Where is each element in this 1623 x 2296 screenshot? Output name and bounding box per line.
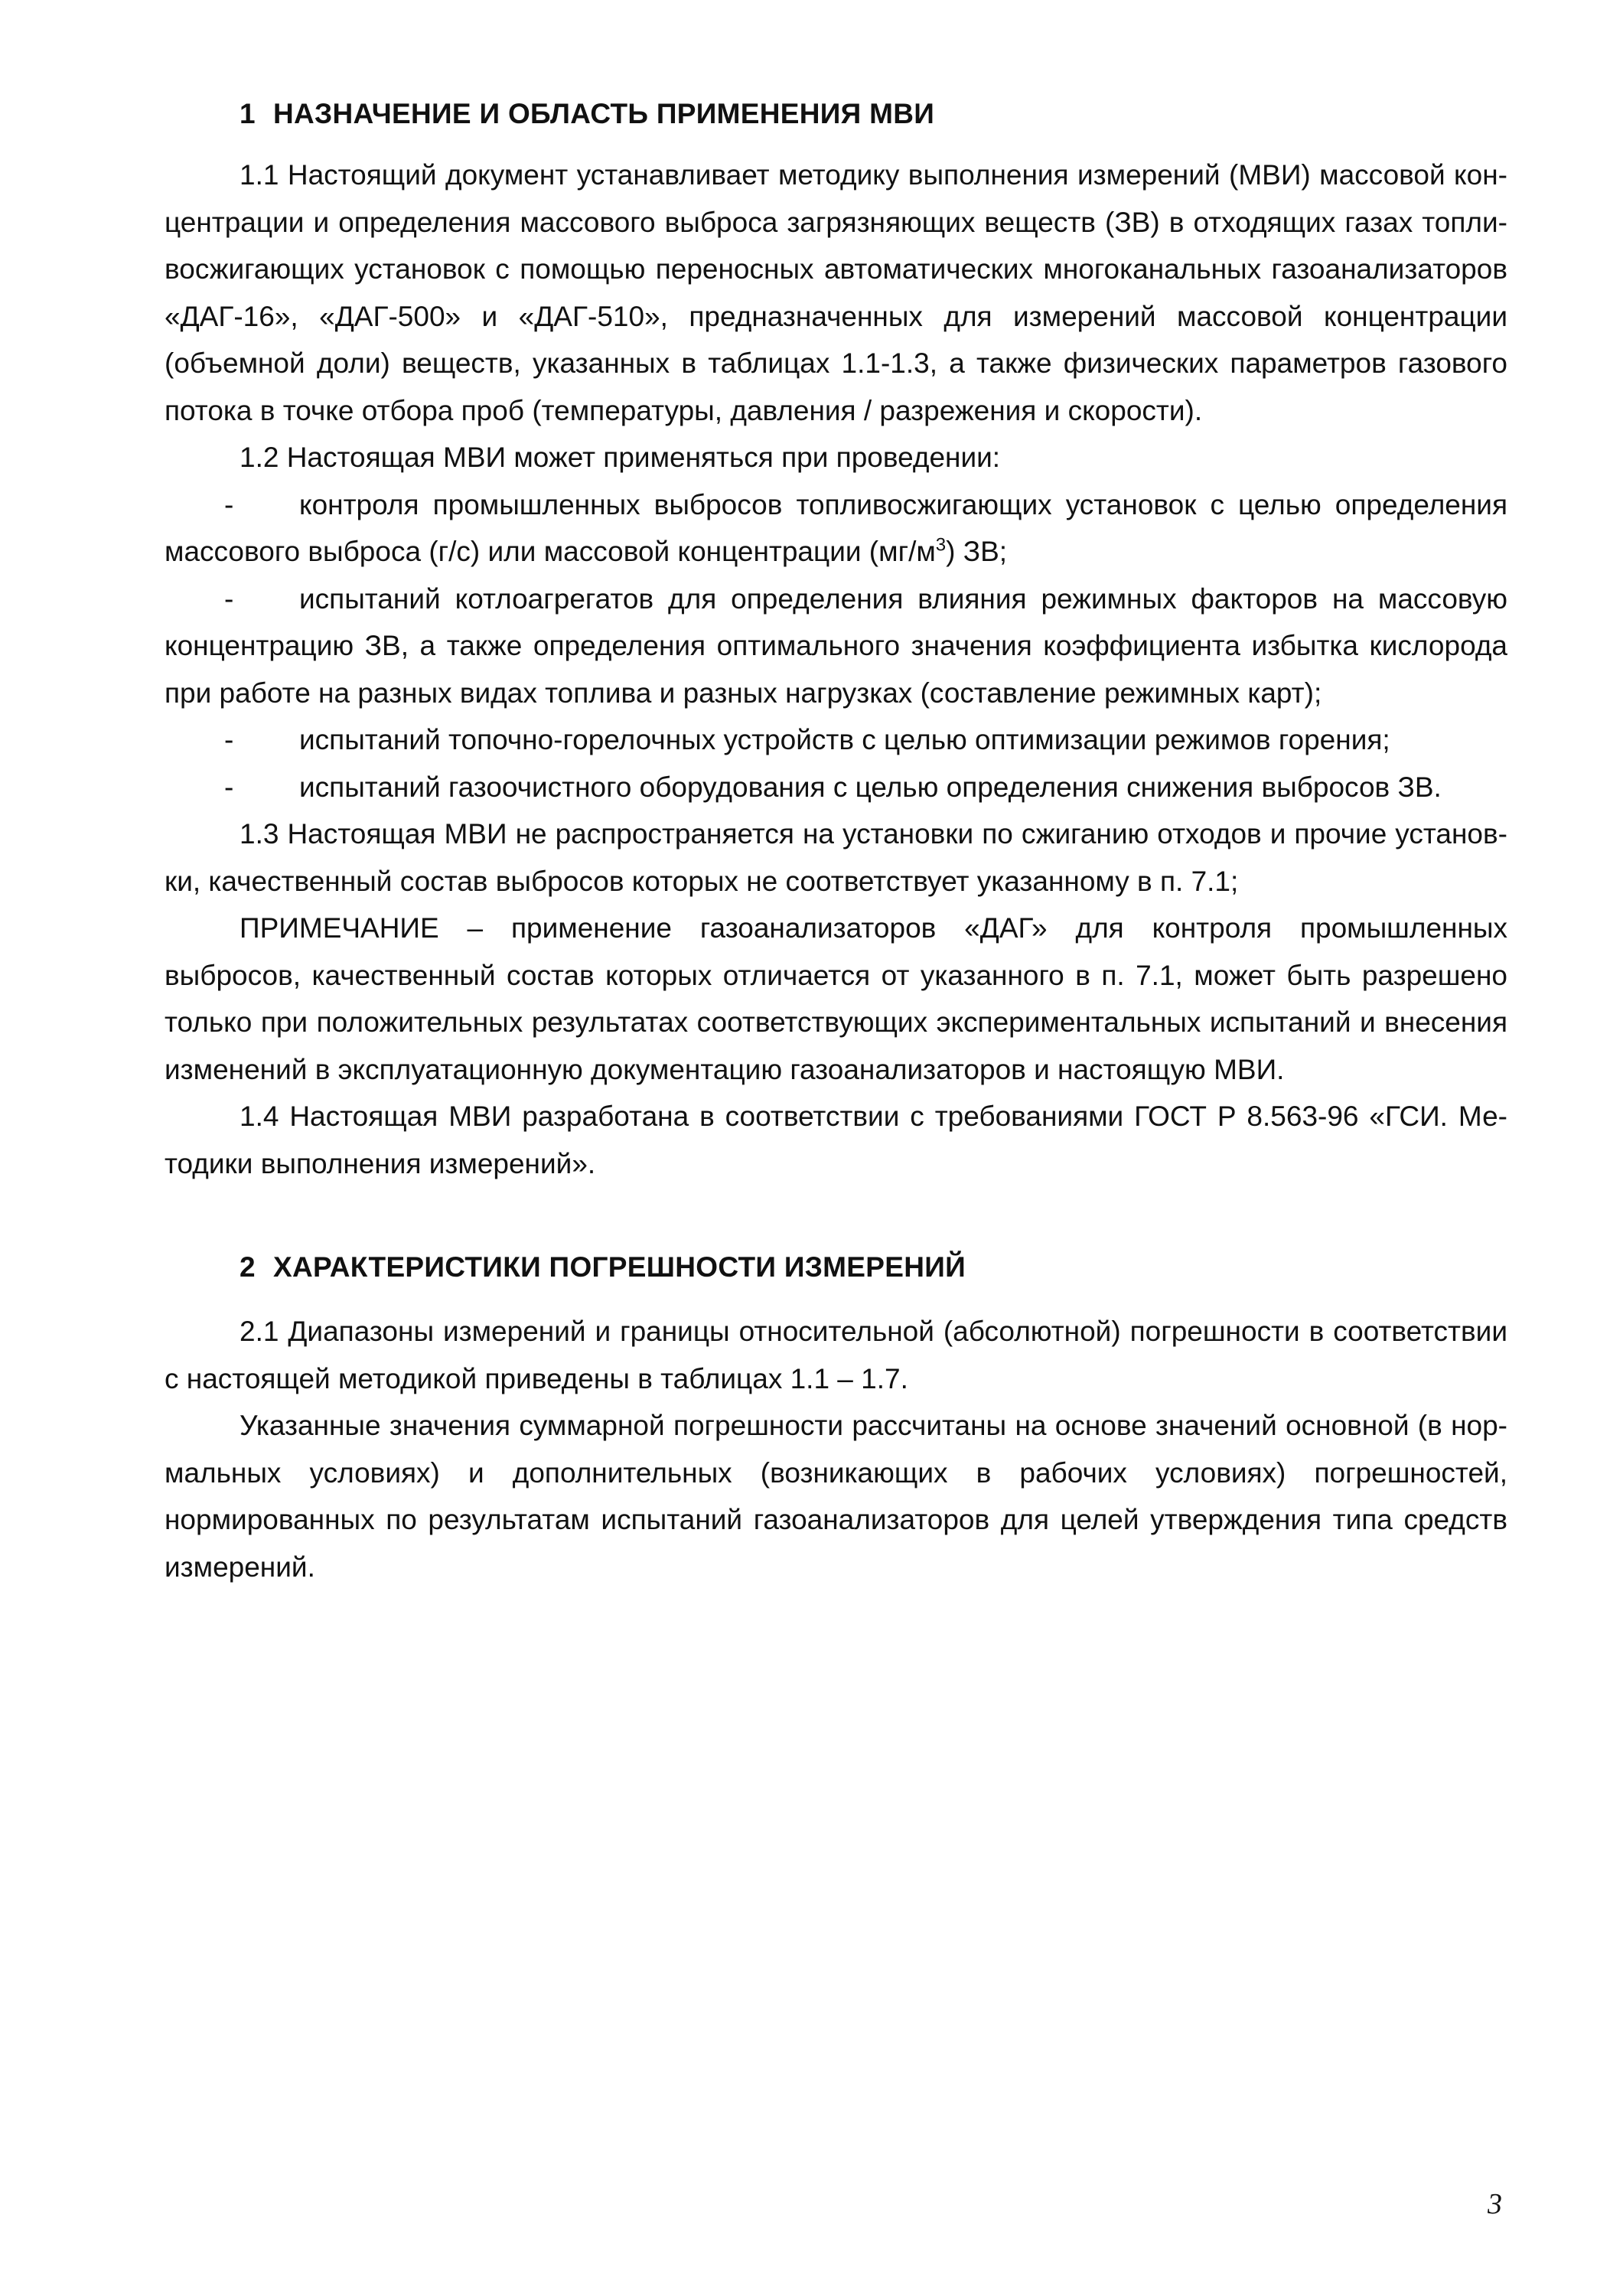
list-item-text: испытаний топочно-горелочных устройств с целью оптимизации режимов горения; <box>299 724 1390 755</box>
page-number: 3 <box>1488 2188 1502 2220</box>
section-1-number: 1 <box>240 98 256 129</box>
dash-bullet <box>240 576 299 623</box>
paragraph-1-3: 1.3 Настоящая МВИ не распространяется на установки по сжиганию отходов и прочие установки, качественный состав выбросов которых не соответствует указанному в п. 7.1; <box>165 818 1507 897</box>
list-item-text: контроля промышленных выбросов топливосжигающих установок с целью определения массового выброса (г/с) или массовой концентрации (мг/м <box>165 488 1507 567</box>
dash-bullet <box>240 481 299 529</box>
paragraph-1-1: 1.1 Настоящий документ устанавливает методику выполнения измерений (МВИ) массовой концентрации и определения массового выброса загрязняющих веществ (ЗВ) в отходящих газах топливосжигающих установок с помощью переносных автоматических многоканальных газоанализаторов «ДАГ-16», «ДАГ-500» и «ДАГ-510», предназначенных для измерений массовой концентрации (объемной доли) веществ, указанных в таблицах 1.1-1.3, а также физических параметров газового потока в точке отбора проб (температуры, давления / разрежения и скорости). <box>165 159 1507 426</box>
dash-bullet <box>240 716 299 764</box>
dash-bullet <box>240 764 299 811</box>
section-1-title: НАЗНАЧЕНИЕ И ОБЛАСТЬ ПРИМЕНЕНИЯ МВИ <box>273 98 935 129</box>
note-paragraph: ПРИМЕЧАНИЕ – применение газоанализаторов «ДАГ» для контроля промышленных выбросов, качественный состав которых отличается от указанного в п. 7.1, может быть разрешено только при положительных результатах соответствующих экспериментальных испытаний и внесения изменений в эксплуатационную документацию газоанализаторов и настоящую МВИ. <box>165 912 1507 1085</box>
list-item <box>165 481 1507 576</box>
list-item-text: испытаний газоочистного оборудования с целью определения снижения выбросов ЗВ. <box>299 771 1442 803</box>
section-2-number: 2 <box>240 1251 256 1283</box>
paragraph-2-1: 2.1 Диапазоны измерений и границы относительной (абсолютной) погрешности в соответствии с настоящей методикой приведены в таблицах 1.1 – 1.7. <box>165 1316 1507 1394</box>
list-item <box>165 576 1507 717</box>
paragraph-2-2: Указанные значения суммарной погрешности рассчитаны на основе значений основной (в нормальных условиях) и дополнительных (возникающих в рабочих условиях) погрешностей, нормированных по результатам испытаний газоанализаторов для целей утверждения типа средств измерений. <box>165 1410 1507 1583</box>
list-item <box>165 716 1507 764</box>
section-2-heading <box>165 1244 1507 1291</box>
page-content <box>165 90 1507 1590</box>
section-1-heading <box>165 90 1507 138</box>
paragraph-1-2: 1.2 Настоящая МВИ может применяться при проведении: <box>240 442 1001 473</box>
list-item-text: испытаний котлоагрегатов для определения влияния режимных факторов на массовую концентрацию ЗВ, а также определения оптимального значения коэффициента избытка кислорода при работе на разных видах топлива и разных нагрузках (составление режимных карт); <box>165 582 1507 709</box>
section-2-title: ХАРАКТЕРИСТИКИ ПОГРЕШНОСТИ ИЗМЕРЕНИЙ <box>273 1251 966 1283</box>
paragraph-1-4: 1.4 Настоящая МВИ разработана в соответствии с требованиями ГОСТ Р 8.563-96 «ГСИ. Методики выполнения измерений». <box>165 1101 1507 1179</box>
list-item <box>165 764 1507 811</box>
superscript: 3 <box>935 534 947 556</box>
list-item-text-end: ) ЗВ; <box>946 536 1008 567</box>
